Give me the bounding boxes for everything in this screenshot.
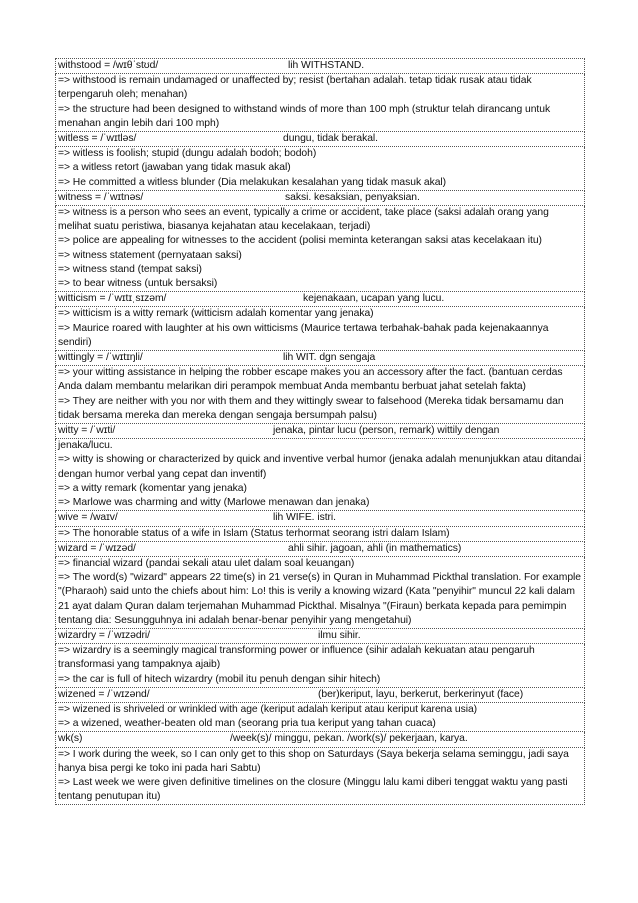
headword-pronunciation: wittingly = /ˈwɪtɪŋli/ — [58, 352, 143, 364]
entry-headword-row — [56, 732, 585, 747]
entry-body-row — [56, 74, 585, 132]
entry-headword-cell — [56, 132, 585, 147]
example-line: => witless is foolish; stupid (dungu adalah bodoh; bodoh) — [58, 148, 317, 160]
entry-body-row — [56, 307, 585, 351]
entry-body-row — [56, 206, 585, 292]
headword-translation: lih WIFE. istri. — [273, 512, 336, 524]
example-line: => Maurice roared with laughter at his own witticisms (Maurice tertawa terbahak-bahak pada kejenakaannya sendiri) — [58, 322, 549, 348]
example-line: => withstood is remain undamaged or unaffected by; resist (bertahan adalah. tetap tidak rusak atau tidak terpengaruh oleh; menahan) — [58, 75, 532, 101]
headword-pronunciation: witticism = /ˈwɪtɪˌsɪzəm/ — [58, 293, 167, 305]
entry-body-row — [56, 526, 585, 541]
entry-head — [58, 424, 582, 438]
entry-headword-cell — [56, 424, 585, 439]
headword-translation: /week(s)/ minggu, pekan. /work(s)/ pekerjaan, karya. — [230, 733, 468, 745]
entry-headword-row — [56, 132, 585, 147]
example-line: => witticism is a witty remark (witticism adalah komentar yang jenaka) — [58, 308, 374, 320]
example-line: => The honorable status of a wife in Islam (Status terhormat seorang istri dalam Islam) — [58, 527, 450, 539]
headword-pronunciation: wizard = /ˈwɪzəd/ — [58, 542, 136, 554]
entry-head — [58, 629, 582, 643]
headword-pronunciation: witness = /ˈwɪtnəs/ — [58, 191, 144, 203]
example-line: => I work during the week, so I can only get to this shop on Saturdays (Saya bekerja selama seminggu, jadi saya hanya bisa pergi ke toko ini pada hari Sabtu) — [58, 748, 569, 774]
example-line: => a witty remark (komentar yang jenaka) — [58, 482, 247, 494]
headword-pronunciation: witty = /ˈwɪti/ — [58, 425, 116, 437]
example-line: => wizardry is a seemingly magical transforming power or influence (sihir adalah kekuatan atau pengaruh transformasi yang tampaknya ajaib) — [58, 645, 535, 671]
entry-body-cell — [56, 526, 585, 541]
headword-translation: ahli sihir. jagoan, ahli (in mathematics) — [288, 542, 462, 554]
example-line: => to bear witness (untuk bersaksi) — [58, 278, 218, 290]
example-line: => The word(s) "wizard" appears 22 time(s) in 21 verse(s) in Quran in Muhammad Pickthal translation. For example "(Pharaoh) said unto the chiefs about him: Lo! this is verily a knowing wizard (Kata "penyihir" muncul 22 kali dalam 21 ayat dalam Quran dalam terjemahan Muhammad Pickthal. Misalnya "(Firaun) berkata kepada para pemimpin tentang dia: Sesungguhnya ini adalah benar-benar penyihir yang mengetahui) — [58, 572, 581, 626]
example-line: => Last week we were given definitive timelines on the closure (Minggu lalu kami diberi tenggat waktu yang pasti tentang penutupan itu) — [58, 776, 568, 803]
entry-headword-row — [56, 59, 585, 74]
entry-body-cell — [56, 147, 585, 191]
example-line: => police are appealing for witnesses to the accident (polisi meminta keterangan saksi atas kecelakaan itu) — [58, 235, 542, 247]
entry-headword-row — [56, 541, 585, 556]
headword-translation: ilmu sihir. — [318, 629, 361, 641]
entry-headword-row — [56, 424, 585, 439]
example-line: => the car is full of hitech wizardry (mobil itu penuh dengan sihir hitech) — [58, 673, 381, 685]
example-line: => a wizened, weather-beaten old man (seorang pria tua keriput yang tahan cuaca) — [58, 718, 436, 730]
headword-pronunciation: wizardry = /ˈwɪzədri/ — [58, 629, 151, 641]
entry-head — [58, 542, 582, 556]
entry-body-cell — [56, 702, 585, 731]
entry-headword-row — [56, 292, 585, 307]
example-line: => They are neither with you nor with them and they wittingly swear to falsehood (Mereka tidak bersamamu dan tidak bersama mereka dan mereka dengan sengaja bersumpah palsu) — [58, 395, 564, 421]
entry-body-row — [56, 556, 585, 628]
example-line: => financial wizard (pandai sekali atau ulet dalam soal keuangan) — [58, 557, 355, 569]
example-line: => witness is a person who sees an event, typically a crime or accident, take place (saksi adalah orang yang melihat suatu peristiwa, biasanya kejahatan atau kecelakaan, terjadi) — [58, 207, 549, 233]
entry-body-cell — [56, 366, 585, 424]
example-line: => witness statement (pernyataan saksi) — [58, 249, 242, 261]
dictionary-rows — [56, 59, 585, 805]
example-line: => witness stand (tempat saksi) — [58, 263, 202, 275]
entry-body-cell — [56, 644, 585, 688]
example-line: jenaka/lucu. — [58, 440, 113, 452]
headword-pronunciation: wizened = /ˈwɪzənd/ — [58, 688, 150, 700]
headword-pronunciation: wk(s) — [58, 733, 83, 745]
headword-translation: lih WITHSTAND. — [288, 60, 365, 71]
entry-body-cell — [56, 206, 585, 292]
entry-headword-row — [56, 190, 585, 205]
entry-headword-cell — [56, 59, 585, 74]
entry-body-cell — [56, 74, 585, 132]
example-line: => a witless retort (jawaban yang tidak masuk akal) — [58, 162, 291, 174]
entry-body-cell — [56, 307, 585, 351]
entry-headword-row — [56, 511, 585, 526]
entry-headword-cell — [56, 511, 585, 526]
headword-pronunciation: withstood = /wɪθˈstʊd/ — [58, 60, 159, 71]
example-line: => He committed a witless blunder (Dia melakukan kesalahan yang tidak masuk akal) — [58, 176, 447, 188]
entry-head — [58, 191, 582, 205]
entry-headword-cell — [56, 541, 585, 556]
entry-head — [58, 59, 582, 73]
entry-headword-cell — [56, 351, 585, 366]
example-line: => witty is showing or characterized by quick and inventive verbal humor (jenaka adalah menunjukkan atau ditandai dengan humor verbal yang cepat dan inventif) — [58, 454, 582, 480]
entry-headword-cell — [56, 292, 585, 307]
dictionary-table — [55, 58, 585, 805]
dictionary-page — [55, 58, 585, 805]
entry-body-row — [56, 366, 585, 424]
entry-headword-row — [56, 351, 585, 366]
entry-headword-cell — [56, 732, 585, 747]
entry-body-cell — [56, 556, 585, 628]
headword-translation: lih WIT. dgn sengaja — [283, 352, 376, 364]
headword-translation: (ber)keriput, layu, berkerut, berkerinyut (face) — [318, 688, 524, 700]
example-line: => wizened is shriveled or wrinkled with age (keriput adalah keriput atau keriput karena usia) — [58, 703, 478, 715]
entry-head — [58, 132, 582, 146]
entry-head — [58, 732, 582, 746]
entry-body-cell — [56, 747, 585, 805]
entry-head — [58, 511, 582, 525]
example-line: => your witting assistance in helping the robber escape makes you an accessory after the fact. (bantuan cerdas Anda dalam membantu melarikan diri perampok membuat Anda membantu berbuat jahat setelah fakta) — [58, 367, 563, 393]
entry-head — [58, 351, 582, 365]
entry-headword-row — [56, 628, 585, 643]
entry-headword-row — [56, 687, 585, 702]
headword-translation: saksi. kesaksian, penyaksian. — [285, 191, 420, 203]
entry-body-row — [56, 147, 585, 191]
entry-body-row — [56, 747, 585, 805]
entry-body-row — [56, 702, 585, 731]
example-line: => Marlowe was charming and witty (Marlowe menawan dan jenaka) — [58, 497, 370, 509]
entry-head — [58, 292, 582, 306]
headword-pronunciation: witless = /ˈwɪtləs/ — [58, 133, 137, 145]
headword-translation: kejenakaan, ucapan yang lucu. — [303, 293, 445, 305]
entry-head — [58, 688, 582, 702]
example-line: => the structure had been designed to withstand winds of more than 100 mph (struktur telah dirancang untuk menahan angin lebih dari 100 mph) — [58, 103, 551, 129]
entry-body-row — [56, 439, 585, 511]
entry-body-cell — [56, 439, 585, 511]
entry-body-row — [56, 644, 585, 688]
headword-translation: jenaka, pintar lucu (person, remark) wittily dengan — [273, 425, 500, 437]
entry-headword-cell — [56, 190, 585, 205]
headword-translation: dungu, tidak berakal. — [283, 133, 378, 145]
headword-pronunciation: wive = /waɪv/ — [58, 512, 118, 524]
entry-headword-cell — [56, 628, 585, 643]
entry-headword-cell — [56, 687, 585, 702]
